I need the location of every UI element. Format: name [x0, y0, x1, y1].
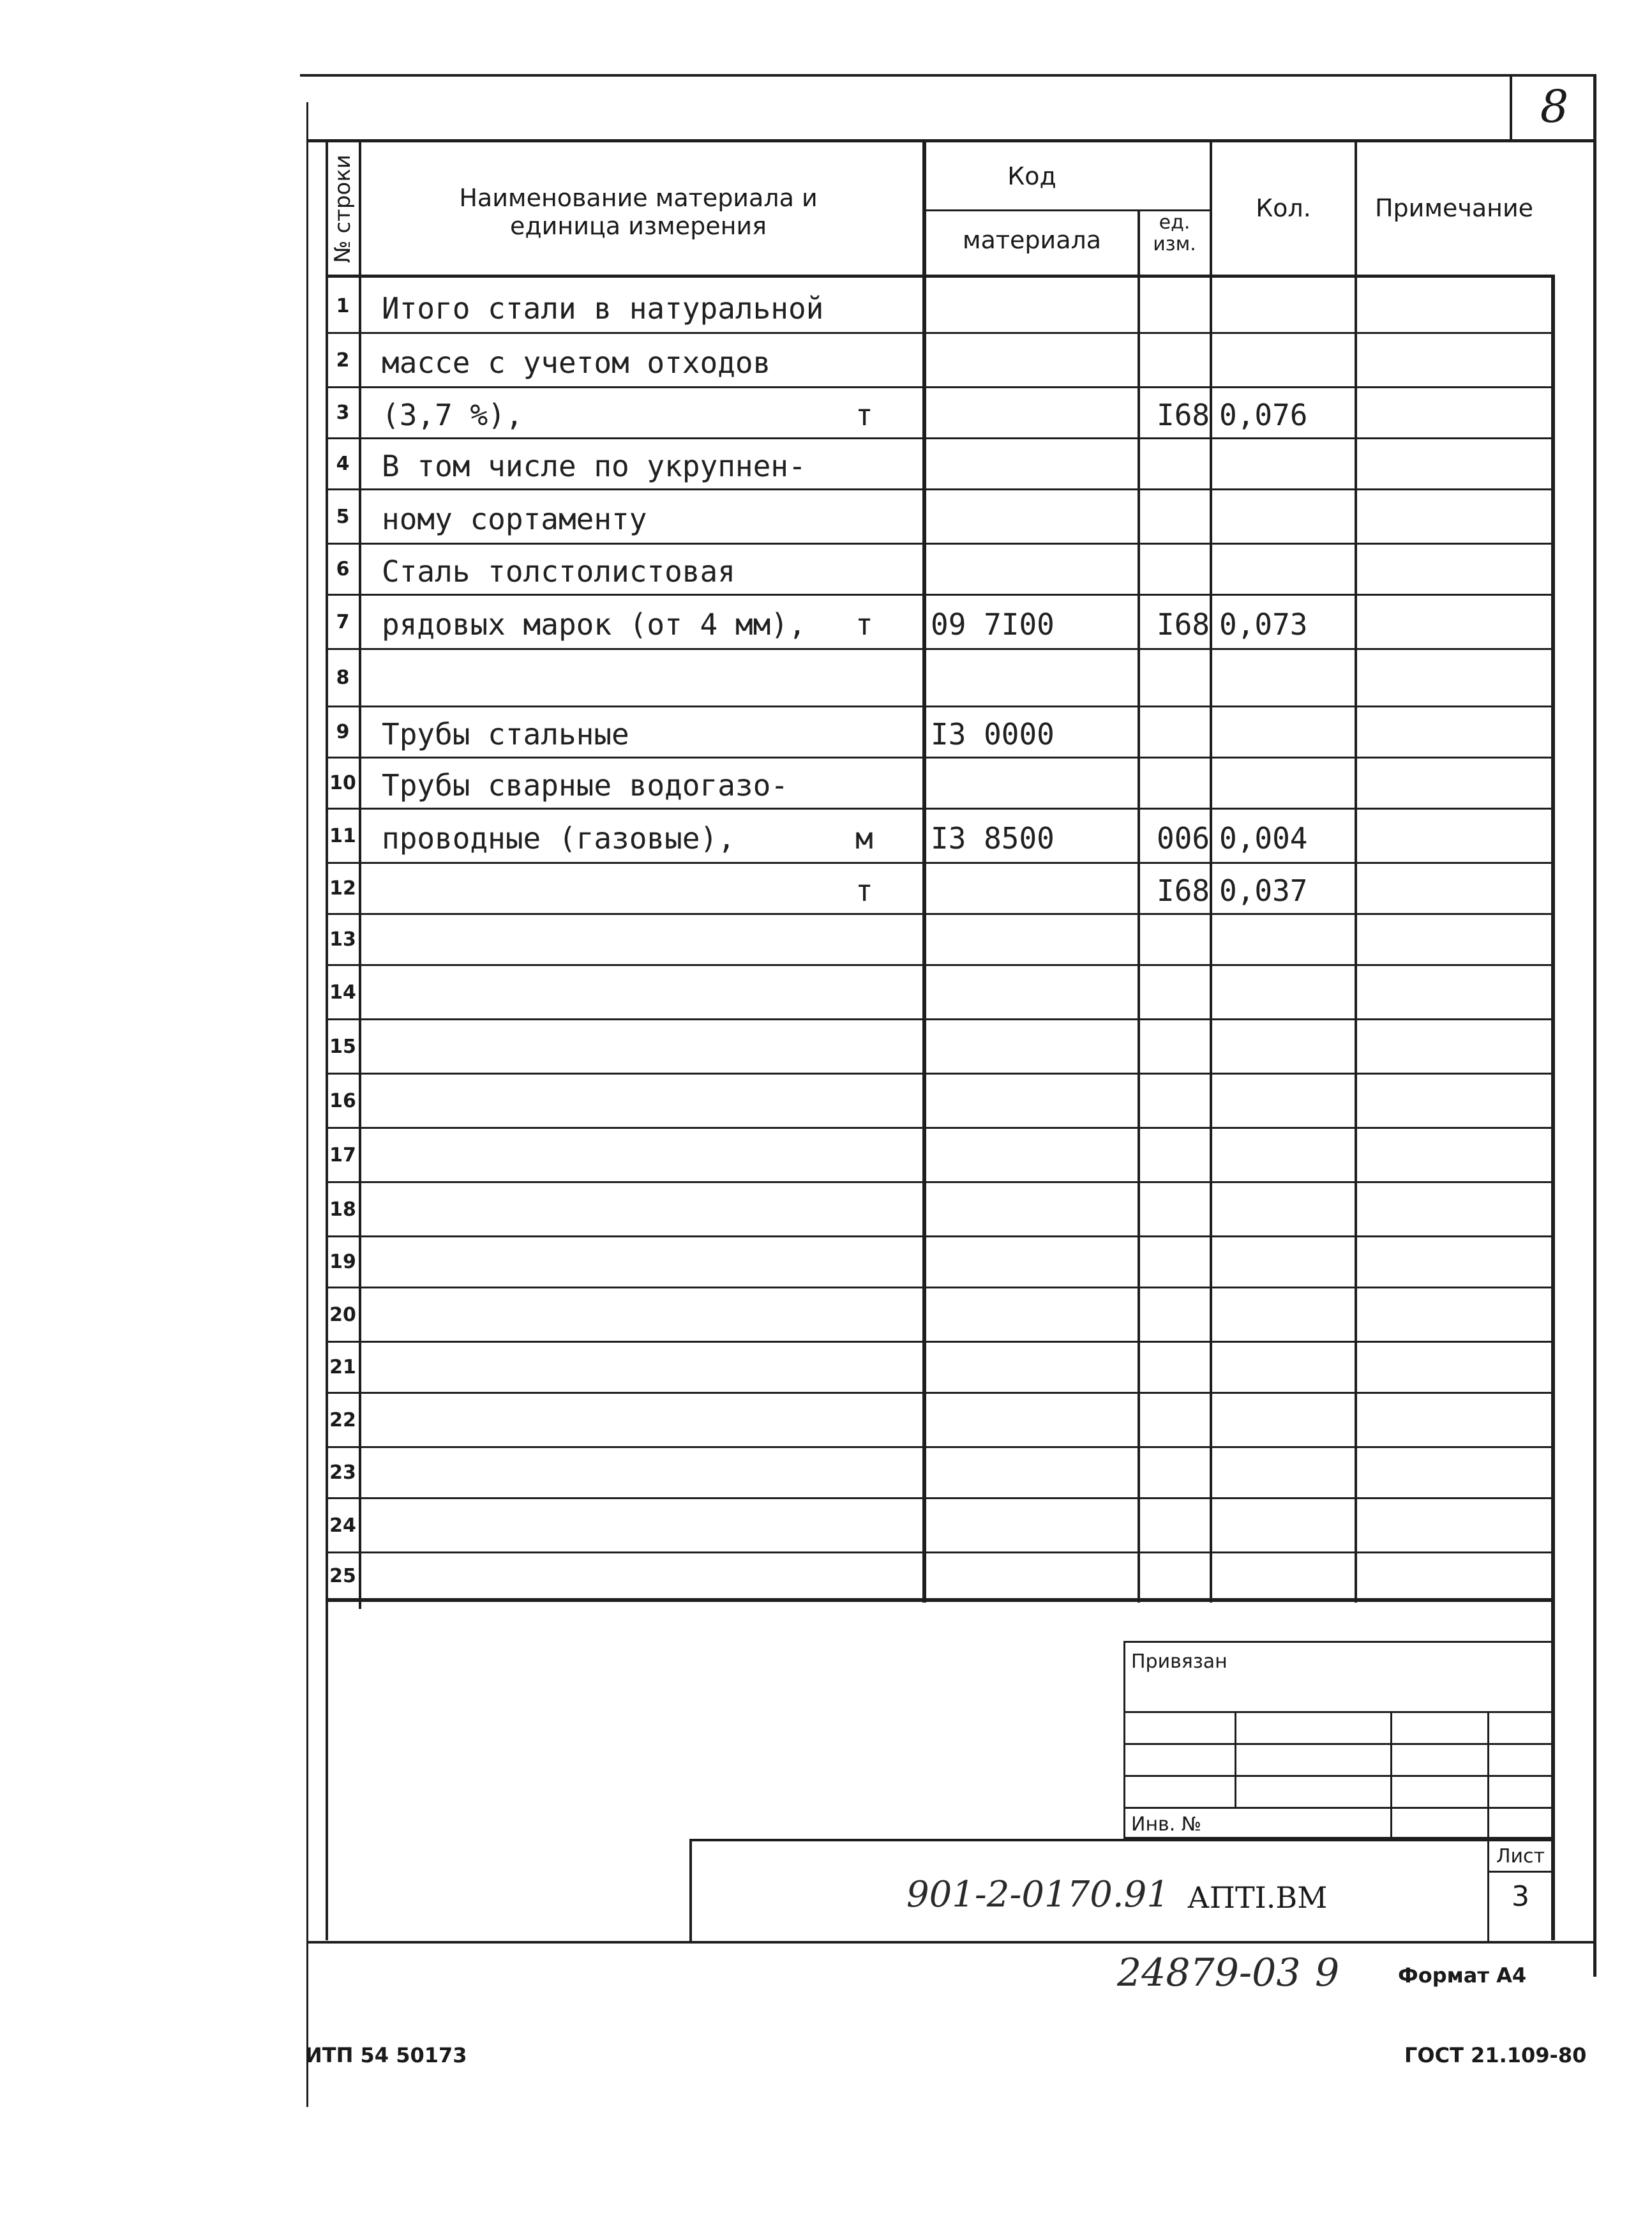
table-row	[327, 1551, 1551, 1598]
row-number: 24	[329, 1514, 356, 1537]
quantity: 0,076	[1219, 398, 1308, 432]
table-row	[327, 332, 1551, 386]
binding-col-3	[1487, 1711, 1489, 1839]
table-row	[327, 1446, 1551, 1497]
material-name: Сталь толстолистовая	[382, 554, 735, 589]
row-number: 6	[336, 558, 350, 580]
row-no-header-text: № строки	[330, 155, 356, 263]
table-row	[327, 1127, 1551, 1181]
frame-left-line	[306, 102, 308, 2107]
table-row	[327, 1073, 1551, 1127]
table-row	[327, 964, 1551, 1018]
table-row	[327, 278, 1551, 332]
row-number: 3	[336, 402, 350, 424]
document-number: 24879-03	[1117, 1951, 1301, 1995]
corner-box-divider	[1510, 74, 1512, 142]
material-code: I3 8500	[931, 820, 1055, 856]
name-unit: м	[855, 820, 873, 856]
material-name: массе с учетом отходов	[382, 345, 771, 380]
table-row	[327, 543, 1551, 594]
table-row	[327, 1235, 1551, 1287]
unit-code: I68	[1157, 398, 1210, 432]
inventory-label: Инв. №	[1131, 1813, 1202, 1836]
note-header: Примечание	[1374, 194, 1534, 222]
qty-header: Кол.	[1256, 194, 1311, 222]
row-number: 20	[329, 1303, 356, 1326]
document-sheet: 9	[1315, 1951, 1340, 1995]
row-number: 13	[329, 928, 356, 951]
material-name: Итого стали в натуральной	[382, 291, 824, 326]
row-number: 11	[329, 824, 356, 847]
material-code: I3 0000	[931, 717, 1055, 751]
row-number: 5	[336, 505, 350, 528]
row-number: 21	[329, 1356, 356, 1378]
table-row	[327, 808, 1551, 862]
format-label: Формат А4	[1398, 1963, 1527, 1988]
sheet-number: 3	[1512, 1880, 1529, 1913]
table-row	[327, 706, 1551, 757]
table-row	[327, 648, 1551, 706]
unit-code: I68	[1157, 607, 1210, 642]
material-name: проводные (газовые),	[382, 820, 735, 856]
designation-typed: АПТI.ВМ	[1187, 1880, 1328, 1915]
row-number: 19	[329, 1251, 356, 1273]
table-row	[327, 1181, 1551, 1235]
unit-header: ед. изм.	[1153, 211, 1196, 255]
material-name: В том числе по укрупнен-	[382, 449, 806, 483]
sheet-corner-number: 8	[1540, 80, 1569, 133]
table-row	[327, 1341, 1551, 1392]
row-number: 2	[336, 349, 350, 372]
table-row	[327, 913, 1551, 964]
bottom-right-line	[1551, 1602, 1555, 1940]
sheet-label: Лист	[1496, 1845, 1545, 1868]
left-code: ИТП 54 50173	[305, 2043, 467, 2067]
row-number: 25	[329, 1564, 356, 1587]
unit-code: I68	[1157, 873, 1210, 908]
table-row	[327, 386, 1551, 437]
row-number: 23	[329, 1461, 356, 1484]
material-name: Трубы стальные	[382, 717, 629, 751]
table-row	[327, 488, 1551, 543]
row-number: 12	[329, 877, 356, 900]
quantity: 0,073	[1219, 607, 1308, 642]
unit-code: 006	[1157, 820, 1210, 856]
name-unit: т	[855, 873, 873, 908]
row-number: 18	[329, 1198, 356, 1221]
code-header: Код	[1007, 162, 1056, 190]
binding-label: Привязан	[1131, 1650, 1228, 1673]
row-number: 16	[329, 1089, 356, 1112]
table-bottom-line	[326, 1598, 1555, 1602]
row-number: 9	[336, 721, 350, 743]
frame-top-line	[300, 74, 1596, 77]
sheet-box-left	[1487, 1839, 1489, 1941]
bottom-frame-line	[306, 1941, 1596, 1944]
frame-header-line	[306, 139, 1596, 142]
bottom-left-line	[326, 1602, 328, 1940]
table-row	[327, 1392, 1551, 1446]
material-code: 09 7I00	[931, 607, 1055, 642]
table-row	[327, 862, 1551, 913]
designation-handwritten: 901-2-0170.91	[906, 1874, 1169, 1915]
sheet-box-line	[1487, 1871, 1551, 1873]
frame-right-line	[1593, 74, 1596, 1977]
row-number: 14	[329, 981, 356, 1004]
row-number: 4	[336, 453, 350, 475]
quantity: 0,004	[1219, 820, 1308, 856]
row-number: 1	[336, 294, 350, 317]
table-row	[327, 757, 1551, 808]
row-number: 8	[336, 667, 350, 689]
table-row	[327, 1287, 1551, 1341]
quantity: 0,037	[1219, 873, 1308, 908]
table-row	[327, 1497, 1551, 1551]
gost-label: ГОСТ 21.109-80	[1404, 2043, 1587, 2067]
row-number: 10	[329, 772, 356, 794]
row-number: 22	[329, 1408, 356, 1431]
material-name: (3,7 %),	[382, 398, 523, 432]
table-row	[327, 1018, 1551, 1073]
binding-col-1	[1235, 1711, 1236, 1807]
row-number: 15	[329, 1035, 356, 1058]
material-name: рядовых марок (от 4 мм),	[382, 607, 806, 642]
name-header: Наименование материала и единица измерения	[459, 184, 818, 240]
row-number: 7	[336, 610, 350, 633]
material-code-header: материала	[962, 226, 1102, 254]
table-row	[327, 594, 1551, 648]
col-note-right	[1551, 278, 1555, 1603]
name-unit: т	[855, 607, 873, 642]
material-name: Трубы сварные водогазо-	[382, 768, 788, 803]
name-unit: т	[855, 398, 873, 432]
row-no-header	[327, 144, 359, 275]
row-number: 17	[329, 1144, 356, 1166]
material-name: ному сортаменту	[382, 501, 647, 536]
binding-col-2	[1390, 1711, 1392, 1839]
table-row	[327, 437, 1551, 488]
